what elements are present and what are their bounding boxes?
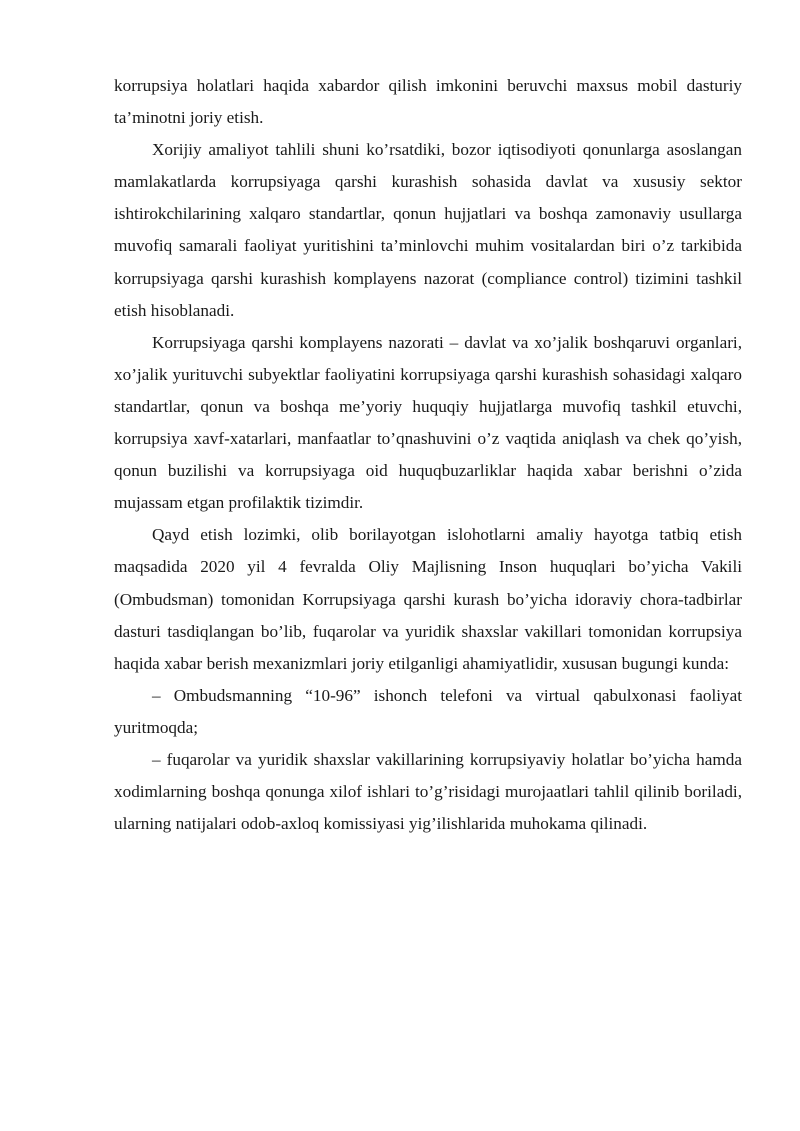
paragraph-compliance-definition: Korrupsiyaga qarshi komplayens nazorati – davlat va xo’jalik boshqaruvi organlari, xo’jalik yurituvchi subyektlar faoliyatini korrupsiyaga qarshi kurashish sohasidagi xalqaro standartlar, qonun va boshqa me’yoriy huquqiy hujjatlarga muvofiq tashkil etuvchi, korrupsiya xavf-xatarlari, manfaatlar to’qnashuvini o’z vaqtida aniqlash va chek qo’yish, qonun buzilishi va korrupsiyaga oid huquqbuzarliklar haqida xabar berishni o’zida mujassam etgan profilaktik tizimdir.	[114, 332, 742, 513]
paragraph-continuation: korrupsiya holatlari haqida xabardor qilish imkonini beruvchi maxsus mobil dasturiy ta’minotni joriy etish.	[114, 76, 742, 128]
paragraph-foreign-practice: Xorijiy amaliyot tahlili shuni ko’rsatdiki, bozor iqtisodiyoti qonunlarga asoslangan mamlakatlarda korrupsiyaga qarshi kurashish sohasida davlat va xususiy sektor ishtirokchilarining xalqaro standartlar, qonun hujjatlari va boshqa zamonaviy usullarga muvofiq samarali faoliyat yuritishini ta’minlovchi muhim vositalardan biri o’z tarkibida korrupsiyaga qarshi kurashish komplayens nazorat (compliance control) tizimini tashkil etish hisoblanadi.	[114, 140, 742, 320]
paragraph-ombudsman-program: Qayd etish lozimki, olib borilayotgan islohotlarni amaliy hayotga tatbiq etish maqsadida 2020 yil 4 fevralda Oliy Majlisning Inson huquqlari bo’yicha Vakili (Ombudsman) tomonidan Korrupsiyaga qarshi kurash bo’yicha idoraviy chora-tadbirlar dasturi tasdiqlangan bo’lib, fuqarolar va yuridik shaxslar vakillari tomonidan korrupsiya haqida xabar berish mexanizmlari joriy etilganligi ahamiyatlidir, xususan bugungi kunda:	[114, 525, 742, 673]
list-item-appeals: – fuqarolar va yuridik shaxslar vakillarining korrupsiyaviy holatlar bo’yicha hamda xodimlarning boshqa qonunga xilof ishlari to’g’risidagi murojaatlari tahlil qilinib boriladi, ularning natijalari odob-axloq komissiyasi yig’ilishlarida muhokama qilinadi.	[114, 749, 742, 834]
list-item-hotline: – Ombudsmanning “10-96” ishonch telefoni va virtual qabulxonasi faoliyat yuritmoqda;	[114, 685, 742, 737]
document-body	[114, 70, 742, 840]
